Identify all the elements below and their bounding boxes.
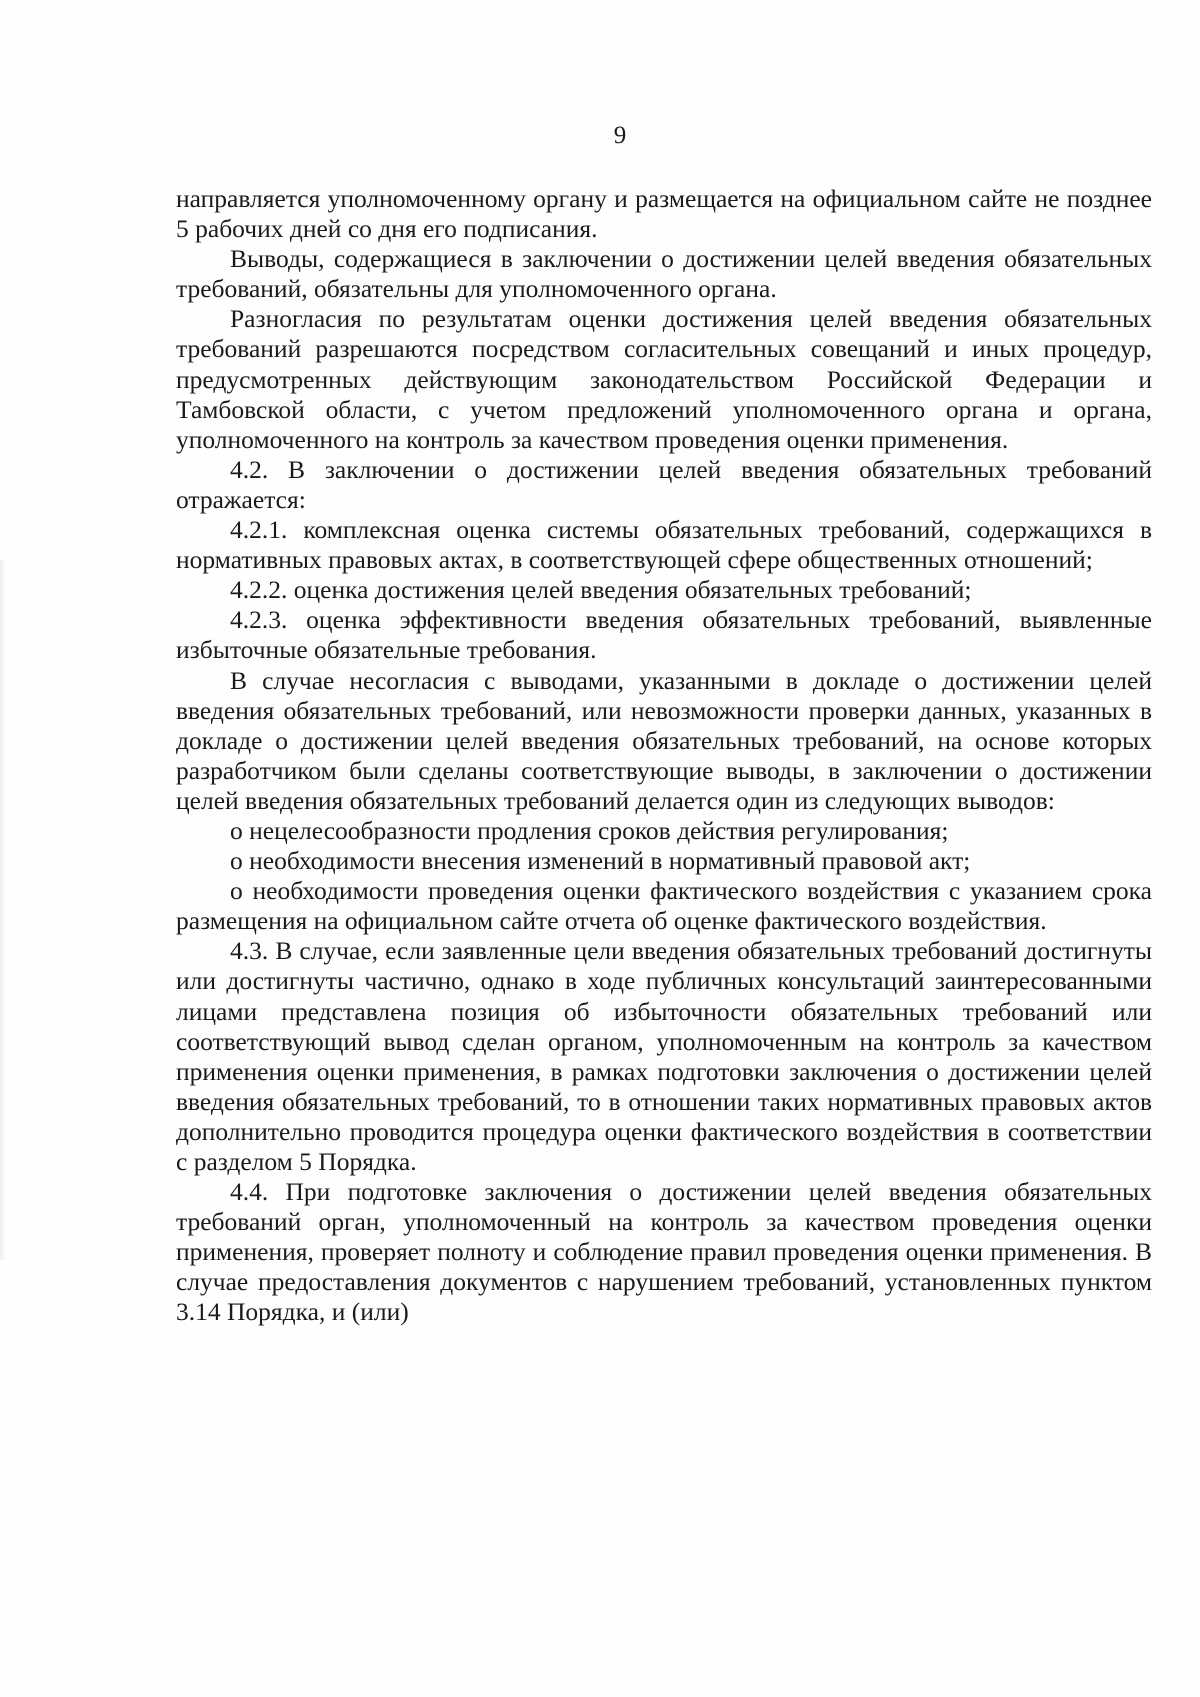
document-body bbox=[176, 184, 1152, 1328]
clause-4-4: 4.4. При подготовке заключения о достижении целей введения обязательных требований орган, уполномоченный на контроль за качеством проведения оценки применения, проверяет полноту и соблюдение правил проведения оценки применения. В случае предоставления документов с нарушением требований, установленных пунктом 3.14 Порядка, и (или) bbox=[176, 1177, 1152, 1327]
paragraph-conclusions-binding: Выводы, содержащиеся в заключении о достижении целей введения обязательных требований, обязательны для уполномоченного органа. bbox=[176, 244, 1152, 304]
paragraph-continuation: направляется уполномоченному органу и размещается на официальном сайте не позднее 5 рабочих дней со дня его подписания. bbox=[176, 184, 1152, 244]
clause-4-2-1: 4.2.1. комплексная оценка системы обязательных требований, содержащихся в нормативных правовых актах, в соответствующей сфере общественных отношений; bbox=[176, 515, 1152, 575]
clause-4-3: 4.3. В случае, если заявленные цели введения обязательных требований достигнуты или достигнуты частично, однако в ходе публичных консультаций заинтересованными лицами представлена позиция об избыточности обязательных требований или соответствующий вывод сделан органом, уполномоченным на контроль за качеством применения оценки применения, в рамках подготовки заключения о достижении целей введения обязательных требований, то в отношении таких нормативных правовых актов дополнительно проводится процедура оценки фактического воздействия в соответствии с разделом 5 Порядка. bbox=[176, 936, 1152, 1176]
conclusion-option-3: о необходимости проведения оценки фактического воздействия с указанием срока размещения на официальном сайте отчета об оценке фактического воздействия. bbox=[176, 876, 1152, 936]
paragraph-disagreement-case: В случае несогласия с выводами, указанными в докладе о достижении целей введения обязательных требований, или невозможности проверки данных, указанных в докладе о достижении целей введения обязательных требований, на основе которых разработчиком были сделаны соответствующие выводы, в заключении о достижении целей введения обязательных требований делается один из следующих выводов: bbox=[176, 665, 1152, 815]
clause-4-2: 4.2. В заключении о достижении целей введения обязательных требований отражается: bbox=[176, 454, 1152, 514]
scan-edge-shadow bbox=[0, 560, 6, 1260]
clause-4-2-2: 4.2.2. оценка достижения целей введения обязательных требований; bbox=[230, 575, 972, 605]
conclusion-option-1: о нецелесообразности продления сроков действия регулирования; bbox=[230, 815, 949, 845]
paragraph-disagreements: Разногласия по результатам оценки достижения целей введения обязательных требований разрешаются посредством согласительных совещаний и иных процедур, предусмотренных действующим законодательством Российской Федерации и Тамбовской области, с учетом предложений уполномоченного органа и органа, уполномоченного на контроль за качеством проведения оценки применения. bbox=[176, 304, 1152, 454]
page-number: 9 bbox=[613, 122, 627, 149]
clause-4-2-3: 4.2.3. оценка эффективности введения обязательных требований, выявленные избыточные обязательные требования. bbox=[176, 605, 1152, 665]
conclusion-option-2: о необходимости внесения изменений в нормативный правовой акт; bbox=[230, 846, 971, 876]
